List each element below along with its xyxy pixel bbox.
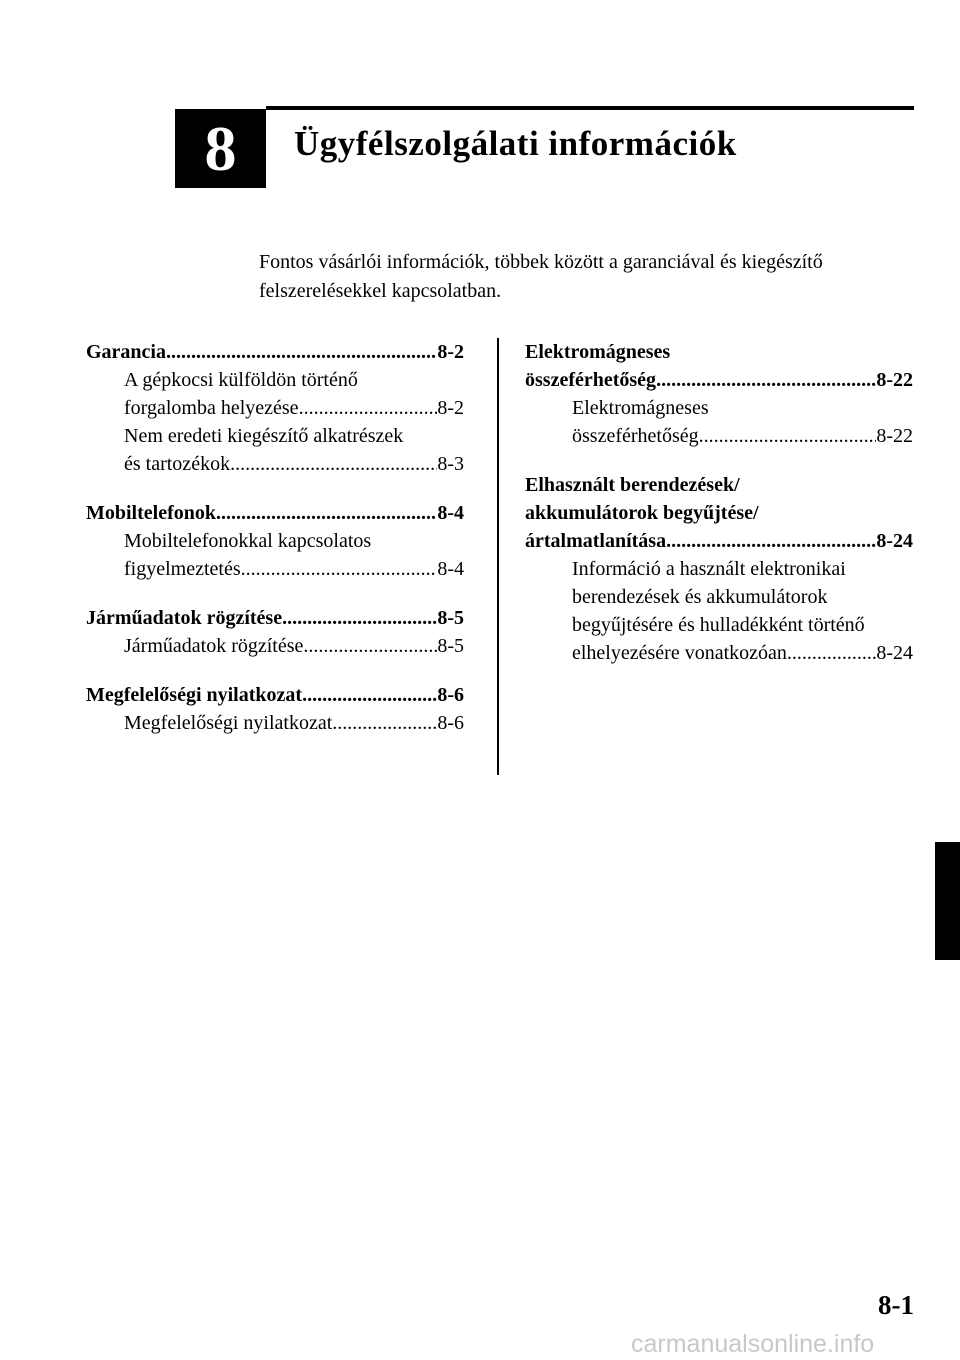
- toc-entry-title-line: Elektromágneses: [525, 341, 671, 363]
- toc-subentry: Mobiltelefonokkal kapcsolatos: [124, 530, 372, 552]
- toc-subentry[interactable]: elhelyezésére vonatkozóan ..... 8-24: [525, 639, 913, 667]
- toc-subentry: begyűjtésére és hulladékként történő: [572, 614, 865, 636]
- toc-section-garancia: [86, 338, 464, 478]
- watermark: carmanualsonline.info: [631, 1330, 875, 1358]
- toc-subentry: Információ a használt elektronikai: [572, 558, 846, 580]
- column-divider: [497, 338, 499, 775]
- toc-subentry[interactable]: figyelmeztetés ..... 8-4: [86, 555, 464, 583]
- toc-section-elektromagneses: [525, 338, 913, 450]
- toc-subentry: berendezések és akkumulátorok: [572, 586, 828, 608]
- chapter-number-box: [175, 109, 266, 188]
- toc-entry-title-line: akkumulátorok begyűjtése/: [525, 502, 759, 524]
- toc-entry[interactable]: Megfelelőségi nyilatkozat ..... 8-6: [86, 681, 464, 709]
- chapter-intro: Fontos vásárlói információk, többek között a garanciával és kiegészítő felszerelésekkel kapcsolatban.: [259, 251, 823, 302]
- toc-section-elhasznalt: [525, 471, 913, 667]
- toc-section-megfelelosegi: [86, 681, 464, 737]
- toc-entry[interactable]: ártalmatlanítása ..... 8-24: [525, 527, 913, 555]
- toc-section-mobiltelefonok: [86, 499, 464, 583]
- toc-section-jarmuadatok: [86, 604, 464, 660]
- toc-subentry[interactable]: összeférhetőség ..... 8-22: [525, 422, 913, 450]
- toc-subentry[interactable]: Megfelelőségi nyilatkozat ..... 8-6: [86, 709, 464, 737]
- header-rule: [266, 106, 914, 110]
- toc-entry-title-line: Elhasznált berendezések/: [525, 474, 740, 496]
- toc-entry[interactable]: Járműadatok rögzítése ..... 8-5: [86, 604, 464, 632]
- toc-subentry[interactable]: forgalomba helyezése ..... 8-2: [86, 394, 464, 422]
- toc-entry[interactable]: [86, 338, 464, 366]
- chapter-number: 8: [204, 112, 237, 184]
- toc-entry[interactable]: összeférhetőség ..... 8-22: [525, 366, 913, 394]
- toc-subentry[interactable]: Járműadatok rögzítése ..... 8-5: [86, 632, 464, 660]
- chapter-side-tab: [935, 842, 960, 960]
- chapter-title: Ügyfélszolgálati információk: [294, 124, 737, 163]
- toc-right-column: [525, 338, 913, 688]
- page-number: 8-1: [878, 1290, 914, 1320]
- toc-subentry: Elektromágneses: [572, 397, 709, 419]
- toc-left-column: [86, 338, 464, 758]
- toc-entry-page: 8-2: [437, 341, 464, 363]
- toc-entry-title: Garancia: [86, 341, 166, 363]
- toc-subentry[interactable]: és tartozékok ..... 8-3: [86, 450, 464, 478]
- toc-entry[interactable]: Mobiltelefonok ..... 8-4: [86, 499, 464, 527]
- toc-subentry: A gépkocsi külföldön történő: [124, 369, 358, 391]
- toc-subentry: Nem eredeti kiegészítő alkatrészek: [124, 425, 404, 447]
